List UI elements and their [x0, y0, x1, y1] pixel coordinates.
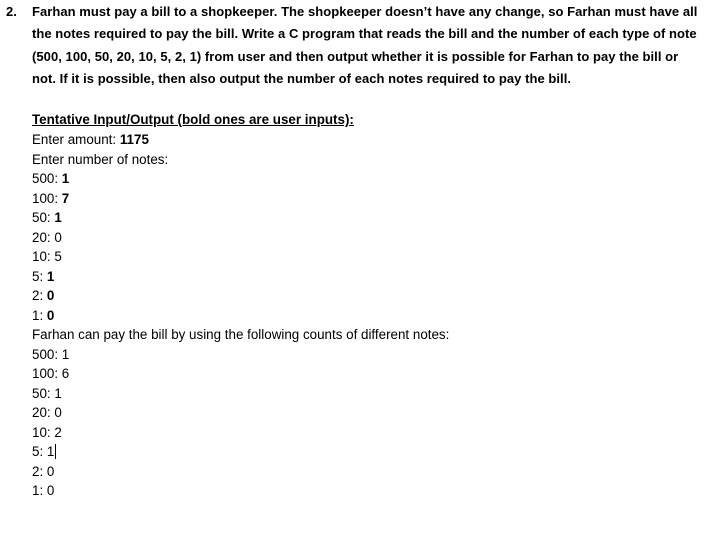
output-line-2: [32, 462, 692, 482]
output-label: 100:: [32, 366, 62, 381]
sample-io-block: [32, 110, 692, 501]
output-line-100: [32, 364, 692, 384]
input-label: 1:: [32, 307, 47, 323]
amount-value: 1175: [119, 132, 149, 147]
input-line-50: [32, 208, 692, 228]
question-text: Farhan must pay a bill to a shopkeeper. The shopkeeper doesn’t have any change, so Farhan must have all the notes required to pay the bill. Write a C program that reads the bill and the number of each type of note (500, 100, 50, 20, 10, 5, 2, 1) from user and then output whether it is possible for Farhan to pay the bill or not. If it is possible, then also output the number of each notes required to pay the bill.: [32, 4, 698, 86]
input-value: 0: [46, 307, 55, 323]
input-label: 500:: [32, 171, 62, 186]
output-line-10: [32, 423, 692, 443]
output-line-50: [32, 384, 692, 404]
output-label: 2:: [32, 463, 47, 479]
input-label: 10:: [32, 249, 55, 264]
input-value: 0: [46, 288, 55, 303]
input-line-1: [32, 306, 692, 326]
result-message: Farhan can pay the bill by using the following counts of different notes:: [32, 327, 450, 342]
output-label: 20:: [32, 405, 55, 420]
output-value: 1: [54, 385, 62, 401]
amount-label: Enter amount:: [32, 132, 120, 147]
input-line-5: [32, 267, 692, 287]
amount-line: [32, 130, 692, 150]
input-value: 0: [54, 229, 62, 245]
output-line-5: [32, 442, 692, 462]
output-label: 5:: [32, 444, 47, 459]
output-value: 2: [54, 424, 62, 440]
notes-prompt: Enter number of notes:: [32, 151, 169, 167]
output-value: 0: [54, 405, 62, 420]
output-line-500: [32, 345, 692, 365]
output-value: 1: [61, 346, 70, 362]
input-label: 5:: [32, 268, 47, 284]
input-label: 20:: [32, 229, 55, 245]
input-line-2: [32, 286, 692, 306]
text-cursor: [55, 444, 56, 459]
input-value: 1: [61, 171, 70, 186]
input-line-100: [32, 189, 692, 209]
output-label: 500:: [32, 346, 62, 362]
output-value: 0: [46, 463, 55, 479]
input-label: 50:: [32, 210, 55, 225]
input-line-10: [32, 247, 692, 267]
output-label: 1:: [32, 483, 47, 498]
output-value: 0: [46, 483, 55, 498]
input-value: 1: [46, 268, 55, 284]
input-label: 2:: [32, 288, 47, 303]
input-value: 5: [54, 249, 62, 264]
input-value: 7: [61, 190, 70, 206]
output-value: 1: [46, 444, 55, 459]
output-line-1: [32, 481, 692, 501]
output-label: 50:: [32, 385, 55, 401]
question-number: 2.: [6, 4, 17, 19]
input-line-20: [32, 228, 692, 248]
input-line-500: [32, 169, 692, 189]
input-value: 1: [54, 210, 62, 225]
output-label: 10:: [32, 424, 55, 440]
output-value: 6: [61, 366, 70, 381]
output-line-20: [32, 403, 692, 423]
io-heading: Tentative Input/Output (bold ones are user inputs):: [32, 112, 354, 127]
input-label: 100:: [32, 190, 62, 206]
